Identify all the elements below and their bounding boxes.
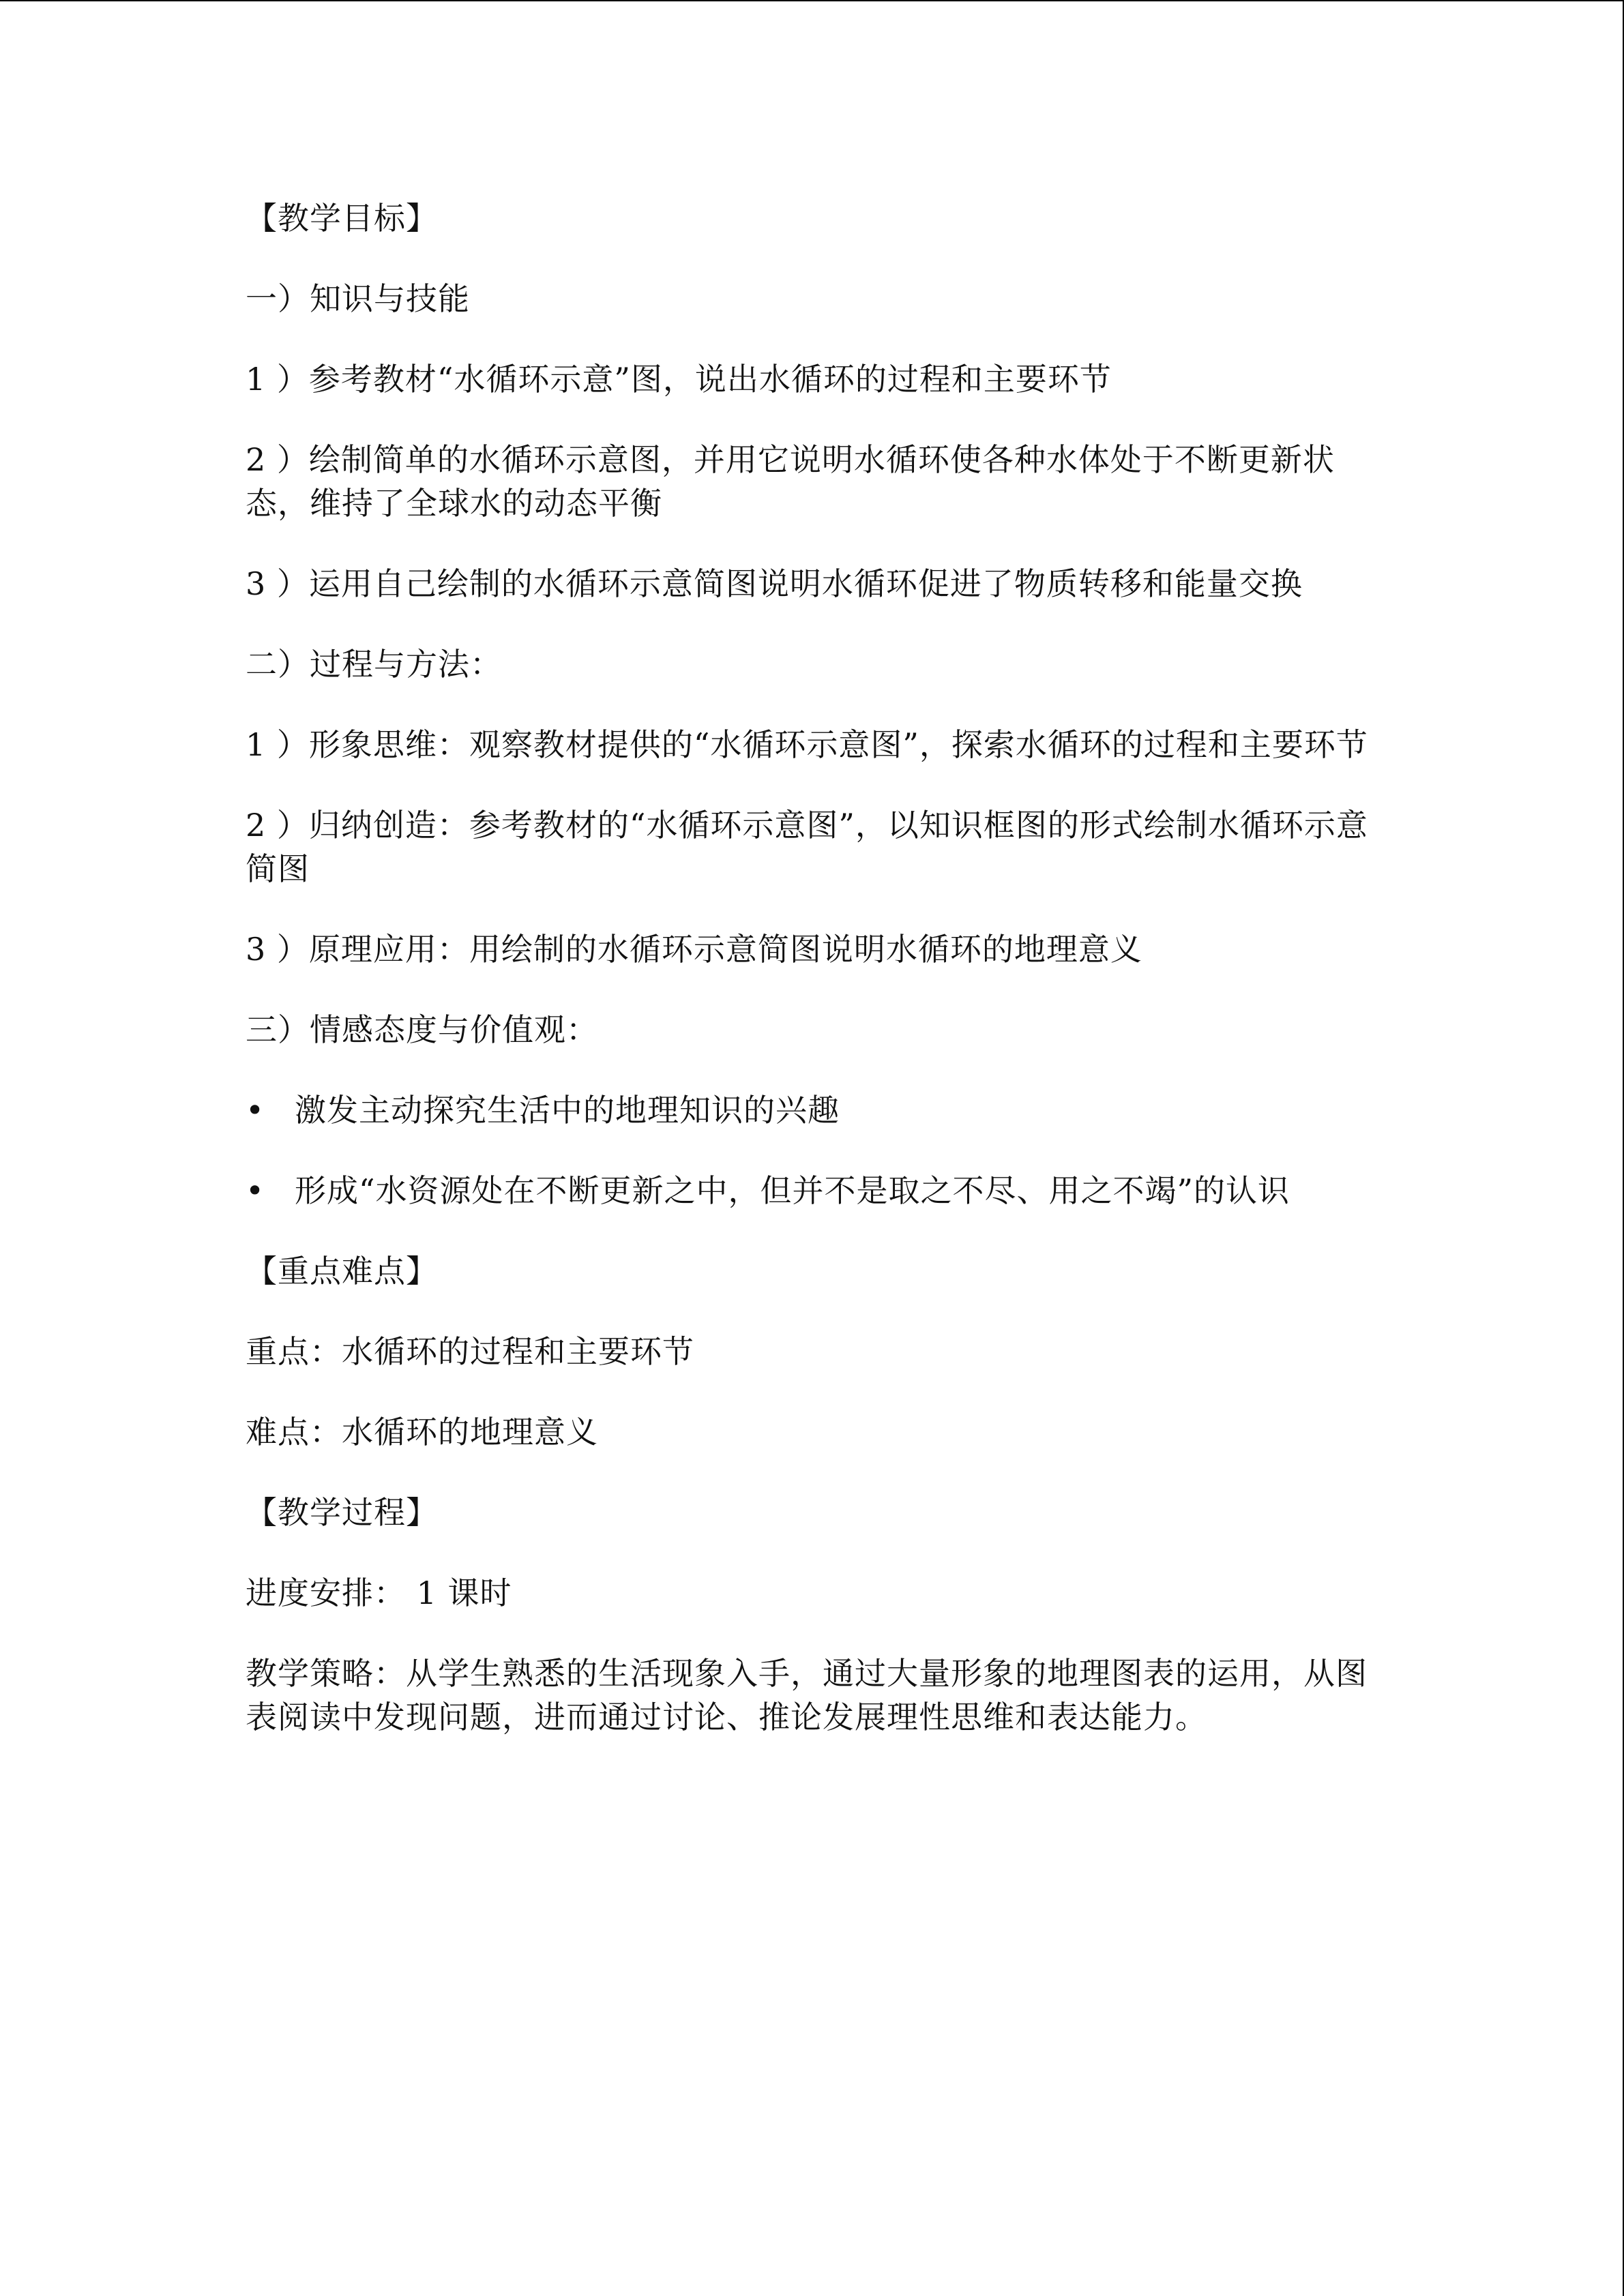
bullet-text: 激发主动探究生活中的地理知识的兴趣 — [295, 1092, 840, 1129]
paragraph-item: 1 ）参考教材“水循环示意”图，说出水循环的过程和主要环节 — [246, 361, 1112, 398]
subsection-attitudes-values: 三）情感态度与价值观： — [246, 1011, 598, 1048]
bullet-marker: • — [246, 1092, 265, 1129]
bullet-text: 形成“水资源处在不断更新之中，但并不是取之不尽、用之不竭”的认识 — [295, 1172, 1290, 1209]
difficult-point: 难点：水循环的地理意义 — [246, 1414, 598, 1450]
paragraph-item: 2 ）归纳创造：参考教材的“水循环示意图”，以知识框图的形式绘制水循环示意简图 — [246, 807, 1368, 887]
paragraph-item: 3 ）原理应用：用绘制的水循环示意简图说明水循环的地理意义 — [246, 931, 1142, 968]
paragraph-item: 1 ）形象思维：观察教材提供的“水循环示意图”，探索水循环的过程和主要环节 — [246, 726, 1368, 763]
bullet-marker: • — [246, 1172, 265, 1209]
document-body — [246, 196, 1378, 1776]
bullet-item — [246, 1169, 1378, 1212]
section-heading-teaching-process: 【教学过程】 — [246, 1494, 438, 1531]
schedule-line: 进度安排： 1 课时 — [246, 1575, 512, 1611]
paragraph-item: 3 ）运用自己绘制的水循环示意简图说明水循环促进了物质转移和能量交换 — [246, 565, 1303, 602]
bullet-item — [246, 1088, 1378, 1132]
section-heading-teaching-goals: 【教学目标】 — [246, 200, 438, 237]
teaching-strategy: 教学策略：从学生熟悉的生活现象入手，通过大量形象的地理图表的运用，从图表阅读中发现问题，进而通过讨论、推论发展理性思维和表达能力。 — [246, 1655, 1368, 1735]
subsection-process-methods: 二）过程与方法： — [246, 646, 502, 683]
key-point: 重点：水循环的过程和主要环节 — [246, 1333, 694, 1370]
paragraph-item: 2 ）绘制简单的水循环示意图，并用它说明水循环使各种水体处于不断更新状态，维持了全球水的动态平衡 — [246, 441, 1335, 522]
section-heading-key-points: 【重点难点】 — [246, 1253, 438, 1289]
subsection-knowledge-skills: 一）知识与技能 — [246, 280, 470, 317]
